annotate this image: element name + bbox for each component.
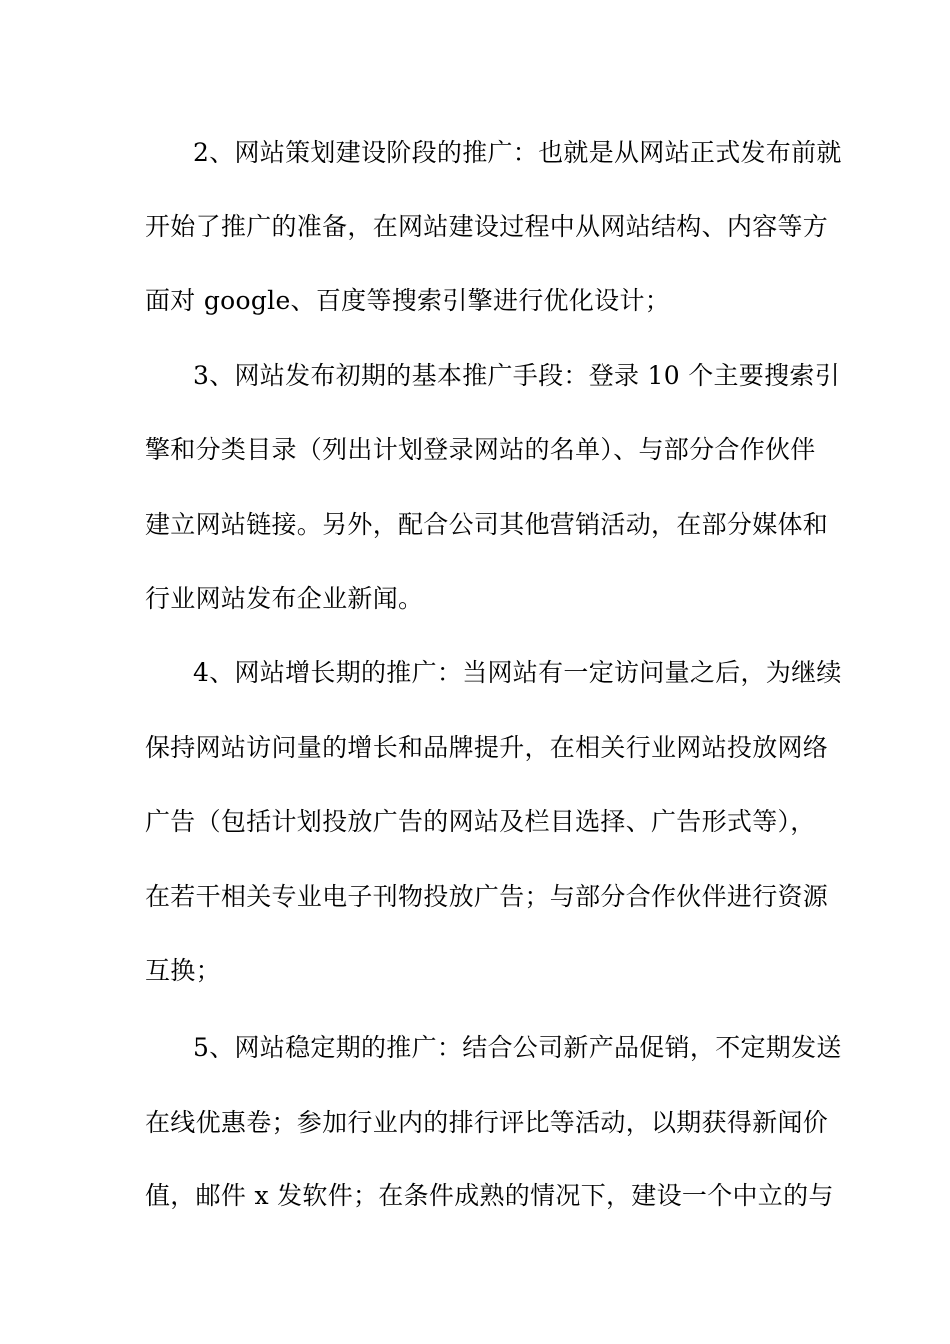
paragraph-1-line-3: 面对 google、百度等搜索引擎进行优化设计； xyxy=(145,286,671,315)
paragraph-2-line-2: 擎和分类目录（列出计划登录网站的名单）、与部分合作伙伴 xyxy=(145,435,816,464)
paragraph-4-line-2: 在线优惠卷；参加行业内的排行评比等活动，以期获得新闻价 xyxy=(145,1108,829,1137)
paragraph-2-line-4: 行业网站发布企业新闻。 xyxy=(145,584,424,613)
paragraph-4-line-1: 5、网站稳定期的推广：结合公司新产品促销，不定期发送 xyxy=(193,1033,842,1062)
paragraph-1-line-1: 2、网站策划建设阶段的推广：也就是从网站正式发布前就 xyxy=(193,138,842,167)
paragraph-3-line-2: 保持网站访问量的增长和品牌提升，在相关行业网站投放网络 xyxy=(145,733,829,762)
paragraph-3-line-3: 广告（包括计划投放广告的网站及栏目选择、广告形式等）， xyxy=(145,807,816,836)
paragraph-1-line-2: 开始了推广的准备，在网站建设过程中从网站结构、内容等方 xyxy=(145,212,829,241)
paragraph-3-line-1: 4、网站增长期的推广：当网站有一定访问量之后，为继续 xyxy=(193,658,842,687)
paragraph-3-line-5: 互换； xyxy=(145,956,221,985)
paragraph-4-line-3: 值，邮件 x 发软件；在条件成熟的情况下，建设一个中立的与 xyxy=(145,1181,834,1210)
paragraph-2-line-3: 建立网站链接。另外，配合公司其他营销活动，在部分媒体和 xyxy=(145,510,829,539)
paragraph-2-line-1: 3、网站发布初期的基本推广手段：登录 10 个主要搜索引 xyxy=(193,361,841,390)
paragraph-3-line-4: 在若干相关专业电子刊物投放广告；与部分合作伙伴进行资源 xyxy=(145,882,829,911)
